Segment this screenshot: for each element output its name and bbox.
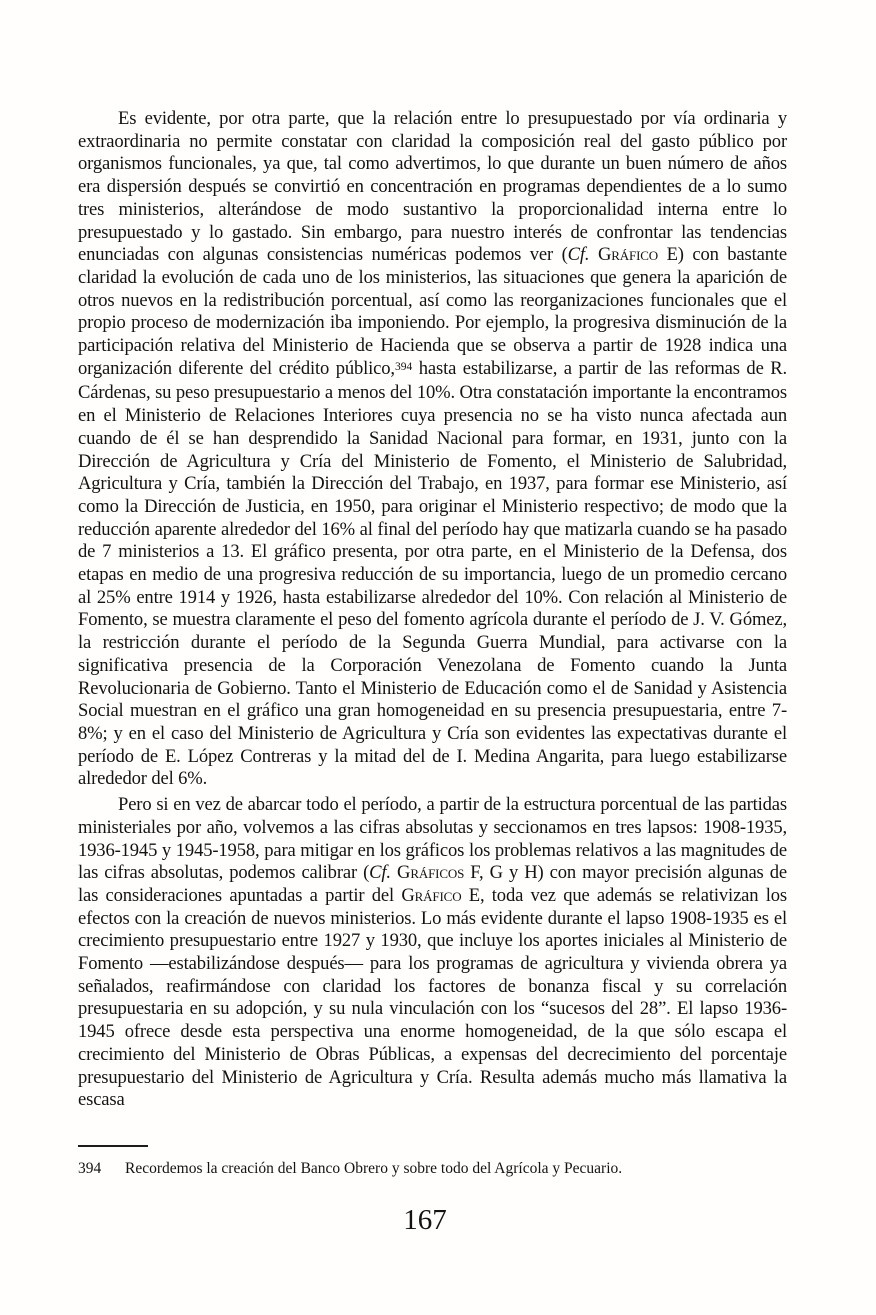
text-segment: Cf. — [567, 244, 590, 266]
text-segment — [589, 244, 598, 265]
text-segment: Gráfico — [597, 244, 659, 266]
text-segment: Gráficos — [397, 862, 465, 884]
text-segment: Pero si en vez de abarcar todo el período, a partir de la estructura porcentual de las partidas ministeriales por año, volvemos a las cifras absolutas y seccionamos en tres lapsos: 1908-1935, 1936-1945 y 1945-1958, para mitigar en los gráficos los problemas relativos a las magnitudes de las cifras absolutas, podemos calibrar ( — [78, 794, 787, 884]
text-segment: E) con bastante claridad la evolución de cada uno de los ministerios, las situaciones que genera la aparición de otros nuevos en la redistribución porcentual, así como las reorganizaciones funcionales que el propio proceso de modernización iba imponiendo. Por ejemplo, la progresiva disminución de la participación relativa del Ministerio de Hacienda que se observa a partir de 1928 indica una organización diferente del crédito público, — [78, 244, 788, 379]
text-segment: Cf. — [369, 862, 391, 884]
text-segment: E, toda vez que además se relativizan los efectos con la creación de nuevos ministerios. Lo más evidente durante el lapso 1908-1935 es el crecimiento presupuestario entre 1927 y 1930, que incluye los aportes iniciales al Ministerio de Fomento —estabilizándose después— para los programas de agricultura y vivienda obrera ya señalados, reafirmándose con claridad los factores de bonanza fiscal y su correlación presupuestaria en su adopción, y su nula vinculación con los “sucesos del 28”. El lapso 1936-1945 ofrece desde esta perspectiva una enorme homogeneidad, de la que sólo escapa el crecimiento del Ministerio de Obras Públicas, a expensas del decrecimiento del porcentaje presupuestario del Ministerio de Agricultura y Cría. Resulta además mucho más llamativa la escasa — [78, 884, 787, 1111]
footnote-block — [78, 1145, 787, 1178]
text-segment: F, G y H) con mayor precisión algunas de las consideraciones apuntadas a partir del — [78, 862, 787, 906]
text-segment: Gráfico — [401, 884, 462, 906]
footnote-text: Recordemos la creación del Banco Obrero y sobre todo del Agrícola y Pecuario. — [125, 1160, 623, 1177]
paragraph — [78, 794, 787, 1112]
paragraph — [78, 108, 787, 791]
footnote — [78, 1159, 787, 1178]
body-text — [78, 108, 787, 1115]
footnote-separator — [78, 1145, 148, 1147]
text-segment: hasta estabilizarse, a partir de las reformas de R. Cárdenas, su peso presupuestario a menos del 10%. Otra constatación importante la encontramos en el Ministerio de Relaciones Interiores cuya presencia no se ha visto nunca afectada aun cuando de él se han desprendido la Sanidad Nacional para formar, en 1931, junto con la Dirección de Agricultura y Cría del Ministerio de Fomento, el Ministerio de Salubridad, Agricultura y Cría, también la Dirección del Trabajo, en 1937, para formar ese Ministerio, así como la Dirección de Justicia, en 1950, para originar el Ministerio respectivo; de modo que la reducción aparente alrededor del 16% al final del período hay que matizarla cuando se ha pasado de 7 ministerios a 13. El gráfico presenta, por otra parte, en el Ministerio de la Defensa, dos etapas en medio de una progresiva reducción de su importancia, luego de un promedio cercano al 25% entre 1914 y 1926, hasta estabilizarse alrededor del 10%. Con relación al Ministerio de Fomento, se muestra claramente el peso del fomento agrícola durante el período de J. V. Gómez, la restricción durante el período de la Segunda Guerra Mundial, para activarse con la significativa presencia de la Corporación Venezolana de Fomento cuando la Junta Revolucionaria de Gobierno. Tanto el Ministerio de Educación como el de Sanidad y Asistencia Social muestran en el gráfico una gran homogeneidad en su presencia presupuestaria, entre 7-8%; y en el caso del Ministerio de Agricultura y Cría son evidentes las expectativas durante el período de E. López Contreras y la mitad del de I. Medina Angarita, para luego estabilizarse alrededor del 6%. — [78, 357, 787, 790]
footnote-reference: 394 — [394, 360, 413, 373]
text-segment: Es evidente, por otra parte, que la relación entre lo presupuestado por vía ordinaria y extraordinaria no permite constatar con claridad la composición real del gasto público por organismos funcionales, ya que, tal como advertimos, lo que durante un buen número de años era dispersión después se convirtió en concentración en programas dependientes de a lo sumo tres ministerios, alterándose de modo sustantivo la proporcionalidad interna entre lo presupuestado y lo gastado. Sin embargo, para nuestro interés de confrontar las tendencias enunciadas con algunas consistencias numéricas podemos ver ( — [78, 108, 787, 266]
page-number: 167 — [403, 1204, 447, 1236]
footnote-number: 394 — [78, 1160, 102, 1177]
